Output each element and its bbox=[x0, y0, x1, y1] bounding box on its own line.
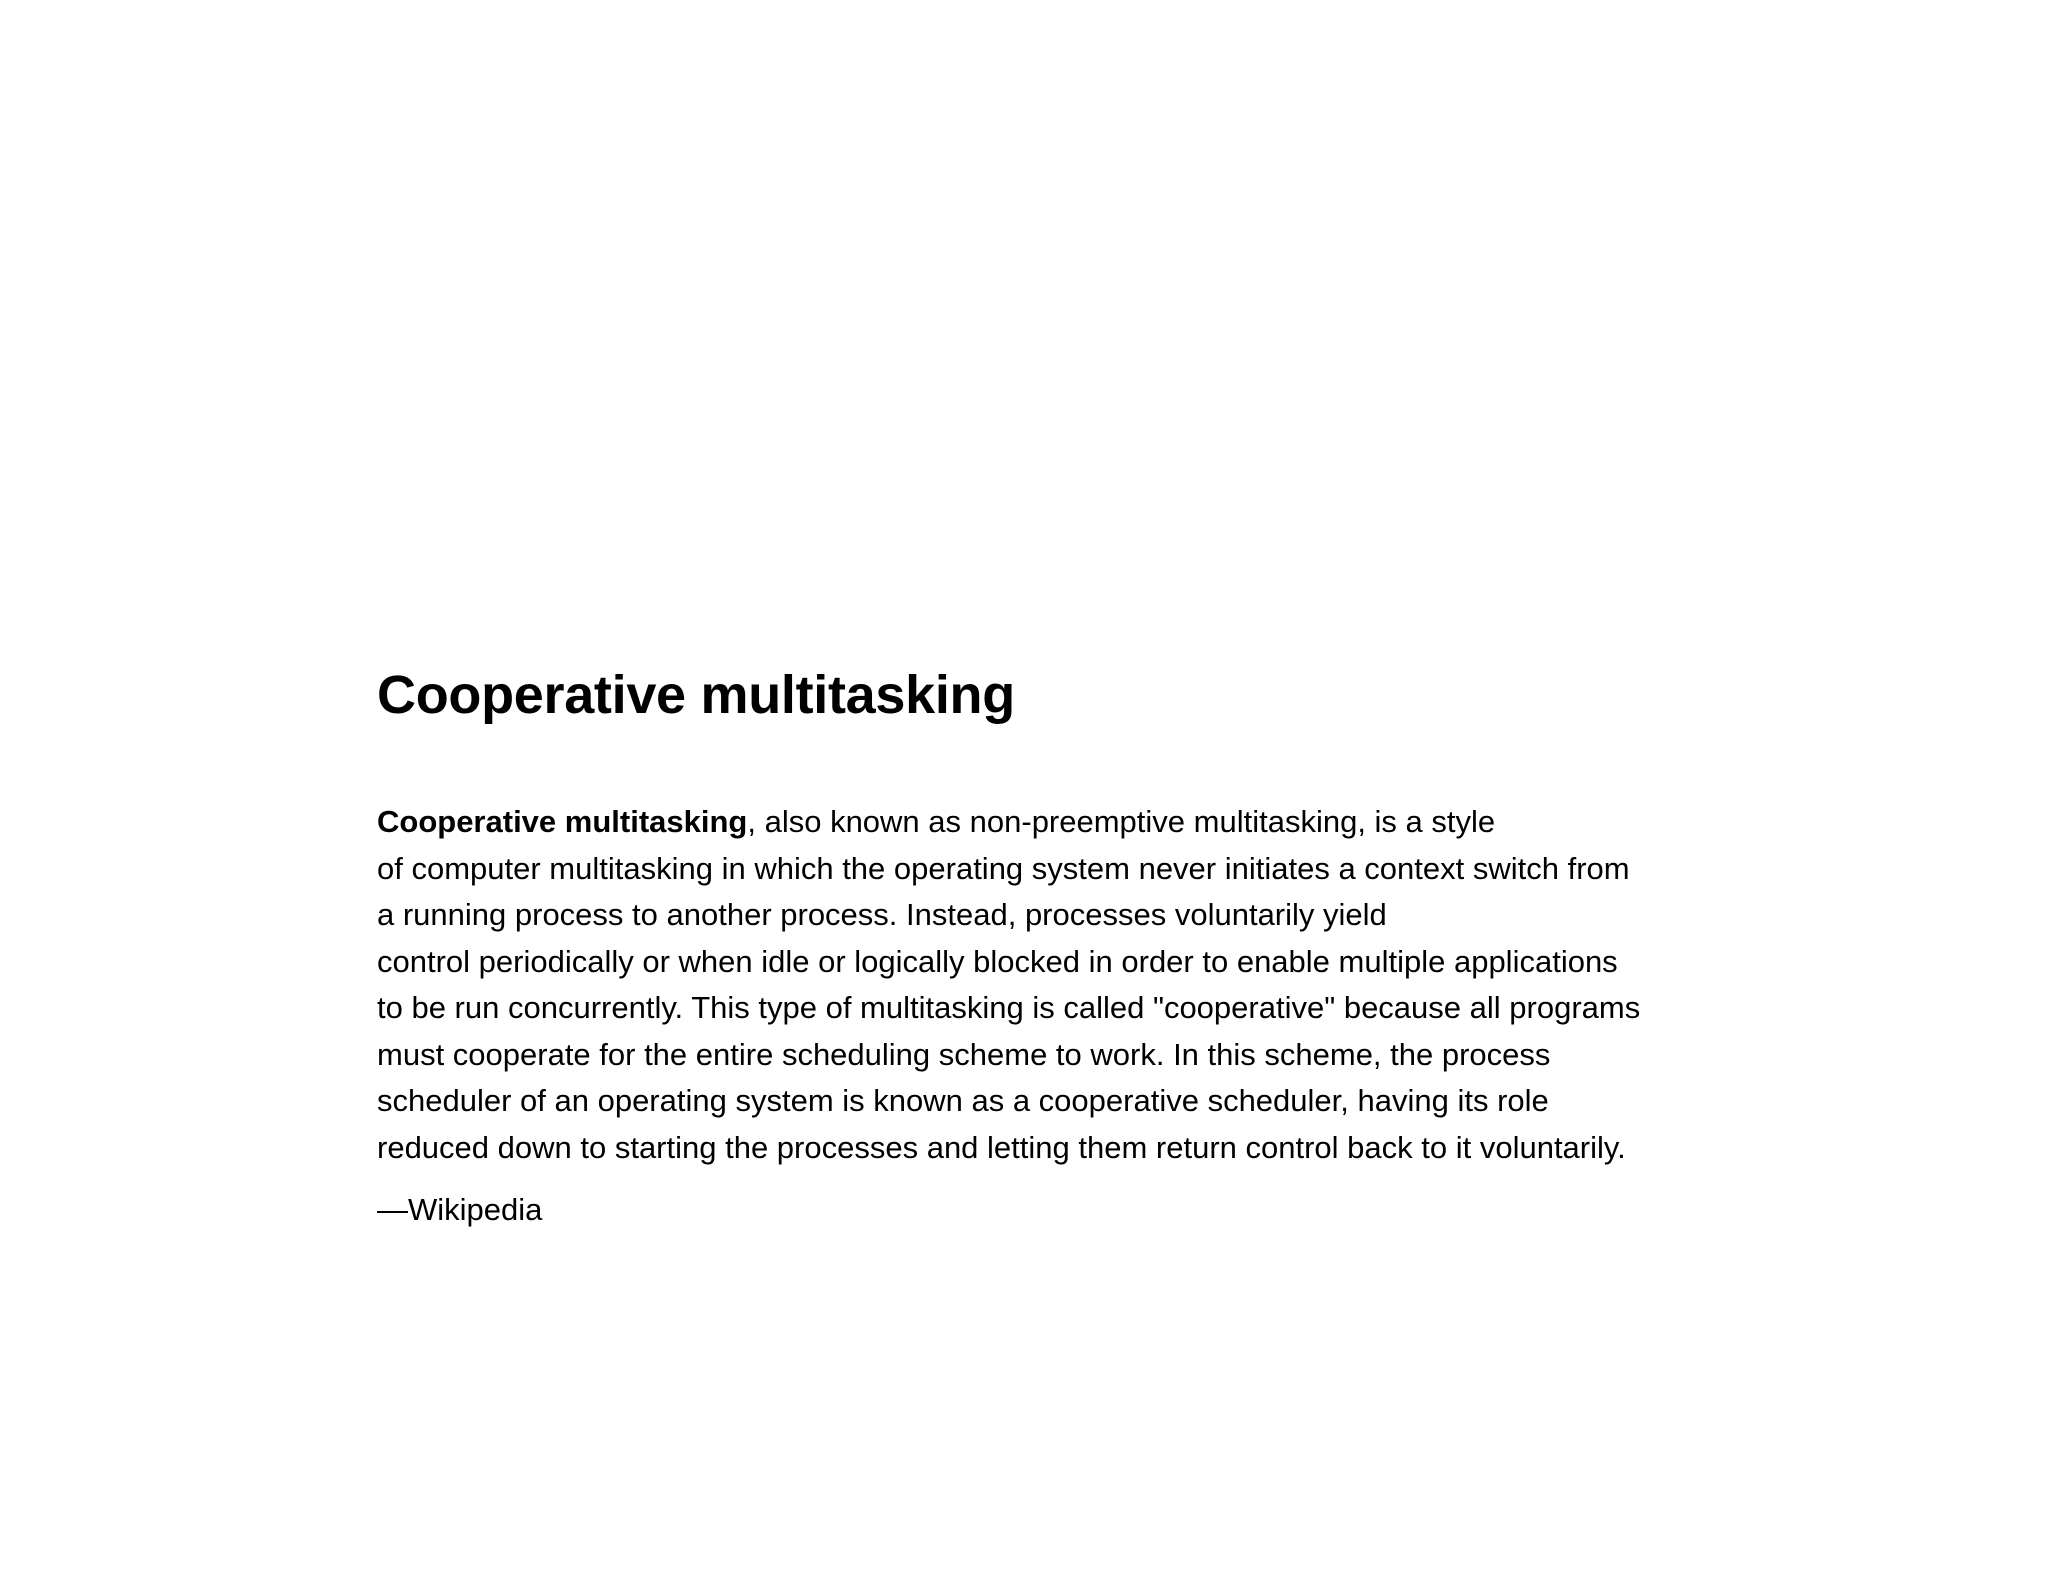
body-line: a running process to another process. Instead, processes voluntarily yield bbox=[377, 897, 1387, 932]
body-line: must cooperate for the entire scheduling scheme to work. In this scheme, the process bbox=[377, 1036, 1551, 1072]
source-attribution: —Wikipedia bbox=[377, 1192, 543, 1227]
article bbox=[377, 660, 1677, 1234]
body-line: control periodically or when idle or logically blocked in order to enable multiple applications bbox=[377, 943, 1618, 979]
article-body bbox=[377, 799, 1677, 1171]
body-line bbox=[377, 799, 1677, 846]
lead-term: Cooperative multitasking bbox=[377, 804, 748, 839]
body-line: to be run concurrently. This type of multitasking is called "cooperative" because all programs bbox=[377, 990, 1641, 1025]
body-line: scheduler of an operating system is known as a cooperative scheduler, having its role bbox=[377, 1083, 1549, 1118]
page-title: Cooperative multitasking bbox=[377, 665, 1015, 725]
body-line: of computer multitasking in which the operating system never initiates a context switch from bbox=[377, 850, 1630, 886]
body-line: reduced down to starting the processes and letting them return control back to it voluntarily. bbox=[377, 1129, 1626, 1165]
body-text: , also known as non-preemptive multitasking, is a style bbox=[747, 804, 1496, 839]
